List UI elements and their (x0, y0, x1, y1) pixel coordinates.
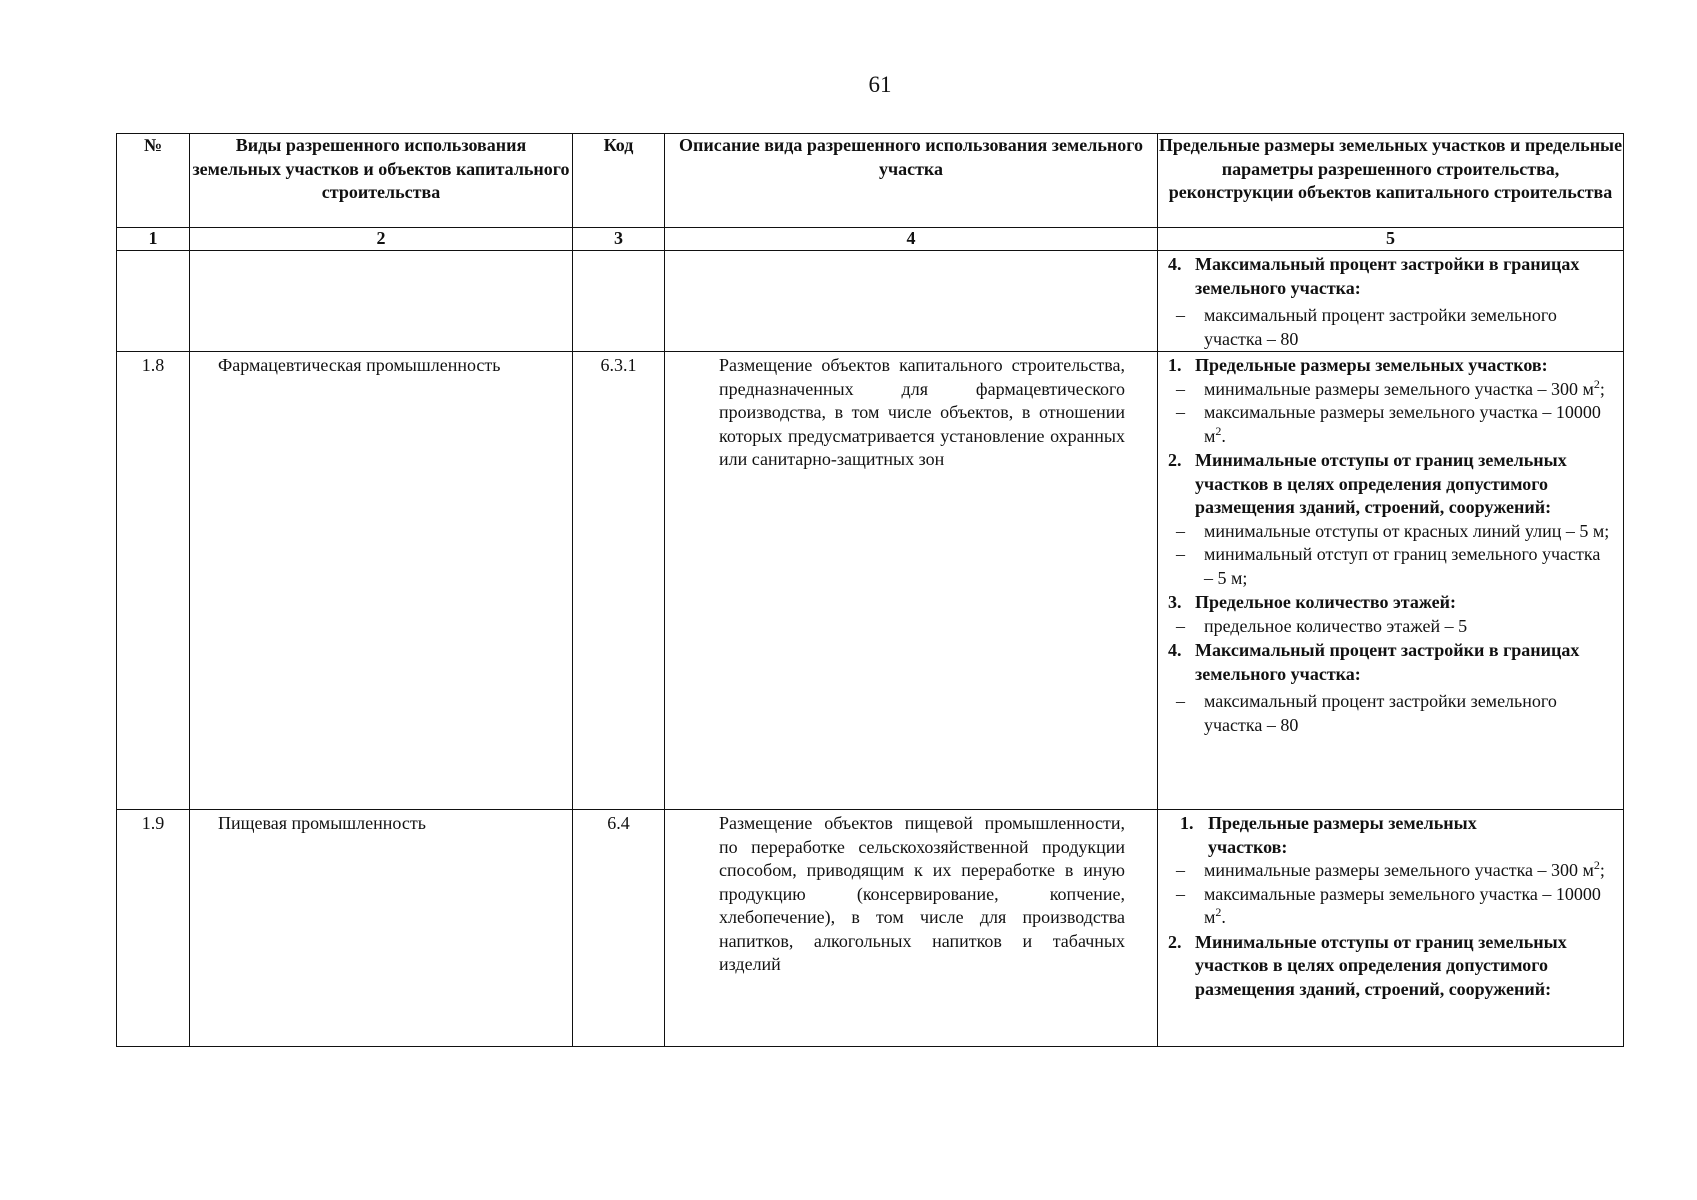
item-dash: – (1176, 378, 1185, 399)
param-item (1168, 615, 1613, 639)
column-number: 5 (1158, 228, 1624, 251)
table-row (117, 810, 1624, 1047)
row-number: 1.9 (117, 810, 190, 1047)
item-dash: – (1176, 615, 1185, 636)
item-text: минимальные размеры земельного участка – 300 $м^2$; (1204, 858, 1605, 880)
section-title: Максимальный процент застройки в границах земельного участка: (1195, 640, 1580, 684)
item-text: максимальные размеры земельного участка – 10000 $м^2$. (1204, 402, 1601, 446)
section-number: 4. (1168, 254, 1182, 274)
section-title: Максимальный процент застройки в границах земельного участка: (1195, 254, 1580, 298)
header-num: № (117, 134, 190, 228)
item-dash: – (1176, 544, 1185, 564)
section-number: 1. (1168, 355, 1182, 375)
param-section (1168, 931, 1613, 1002)
item-dash: – (1176, 883, 1185, 904)
column-number: 4 (665, 228, 1158, 251)
param-section (1168, 591, 1613, 615)
param-section (1168, 812, 1613, 859)
column-number: 3 (573, 228, 665, 251)
section-title: Минимальные отступы от границ земельных участков в целях определения допустимого размещения зданий, строений, сооружений: (1195, 931, 1567, 999)
param-item (1168, 859, 1613, 883)
row-use-type: Фармацевтическая промышленность (190, 352, 573, 810)
param-item (1168, 520, 1613, 544)
header-parameters: Предельные размеры земельных участков и предельные параметры разрешенного строительства, реконструкции объектов капитального строительства (1158, 134, 1624, 228)
section-title: Предельные размеры земельных участков: (1208, 813, 1477, 857)
param-item (1168, 543, 1613, 590)
row-parameters (1158, 810, 1624, 1047)
column-number: 1 (117, 228, 190, 251)
param-item (1168, 378, 1613, 402)
item-text: максимальный процент застройки земельного участка – 80 (1204, 305, 1557, 349)
header-code: Код (573, 134, 665, 228)
section-title: Предельное количество этажей: (1195, 592, 1456, 612)
section-number: 3. (1168, 592, 1182, 612)
row-description (665, 251, 1158, 352)
section-title: Минимальные отступы от границ земельных участков в целях определения допустимого размещения зданий, строений, сооружений: (1195, 450, 1567, 517)
row-parameters (1158, 352, 1624, 810)
header-description: Описание вида разрешенного использования земельного участка (665, 134, 1158, 228)
param-item (1168, 690, 1613, 737)
section-number: 1. (1180, 813, 1194, 833)
param-item (1168, 883, 1613, 930)
item-text: минимальные отступы от красных линий улиц – 5 м; (1204, 520, 1610, 541)
section-number: 2. (1168, 931, 1182, 952)
item-dash: – (1176, 402, 1185, 422)
row-use-type (190, 251, 573, 352)
row-description: Размещение объектов капитального строительства, предназначенных для фармацевтического производства, в том числе объектов, в отношении которых предусматривается установление охранных или санитарно-защитных зон (665, 352, 1158, 810)
column-number: 2 (190, 228, 573, 251)
item-dash: – (1176, 691, 1185, 711)
table-row (117, 352, 1624, 810)
item-dash: – (1176, 520, 1185, 541)
item-dash: – (1176, 860, 1185, 880)
row-use-type: Пищевая промышленность (190, 810, 573, 1047)
header-use-type: Виды разрешенного использования земельных участков и объектов капитального строительства (190, 134, 573, 228)
row-code (573, 251, 665, 352)
land-use-table (116, 133, 1624, 1047)
row-parameters (1158, 251, 1624, 352)
item-text: предельное количество этажей – 5 (1204, 615, 1468, 636)
row-code: 6.3.1 (573, 352, 665, 810)
row-code: 6.4 (573, 810, 665, 1047)
table-header-row (117, 134, 1624, 228)
param-section (1168, 639, 1613, 686)
section-number: 2. (1168, 450, 1182, 470)
param-section (1168, 354, 1613, 378)
section-title: Предельные размеры земельных участков: (1195, 355, 1548, 375)
row-description: Размещение объектов пищевой промышленности, по переработке сельскохозяйственной продукции способом, приводящим к их переработке в иную продукцию (консервирование, копчение, хлебопечение), в том числе для производства напитков, алкогольных напитков и табачных изделий (665, 810, 1158, 1047)
page-number: 61 (868, 72, 892, 97)
param-section (1168, 253, 1613, 300)
param-section (1168, 449, 1613, 520)
table-row (117, 251, 1624, 352)
column-numbers-row (117, 228, 1624, 251)
item-text: минимальные размеры земельного участка – 300 $м^2$; (1204, 376, 1605, 399)
item-text: максимальный процент застройки земельного участка – 80 (1204, 691, 1557, 735)
item-dash: – (1176, 305, 1185, 325)
item-text: максимальные размеры земельного участка – 10000 $м^2$. (1204, 883, 1601, 927)
row-number: 1.8 (117, 352, 190, 810)
item-text: минимальный отступ от границ земельного участка – 5 м; (1204, 544, 1601, 588)
param-item (1168, 401, 1613, 448)
row-number (117, 251, 190, 352)
param-item (1168, 304, 1613, 351)
section-number: 4. (1168, 640, 1182, 660)
